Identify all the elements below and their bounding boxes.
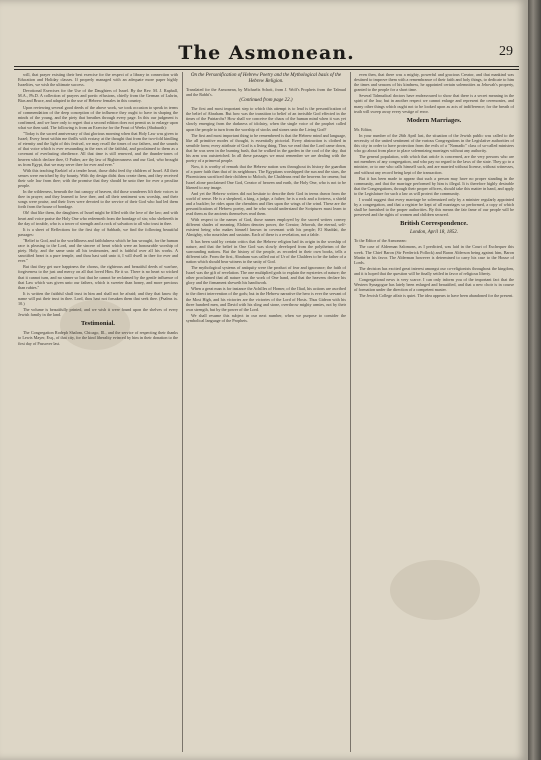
article-paragraph: With respect to the names of God, those names employed by the sacred writers convey different shades of meaning. Elohim denotes power, the Creator; Jehovah, the eternal, self-existent being who makes himself known in covenant with his people; El Shaddai, the Almighty, who nourishes and sustains. Each of these is a revelation, not a fable.: [186, 217, 346, 238]
article-paragraph: Oh! that like them, the daughters of Israel might be filled with the love of the law; and with heart and voice praise the Holy One who redeemeth from the bondage of sin; who sheltereth in the day of trouble, who is a tower of strength and a rock of salvation to all who trust in thee.: [18, 210, 178, 226]
header-rule: [14, 66, 519, 67]
article-paragraph: The mythological systems of antiquity were the product of fear and ignorance; the faith of Israel was the gift of revelation. The one multiplied gods to explain the mysteries of nature; the other proclaimed that all nature was the work of One hand, and that the heavens declare his glory and the firmament sheweth his handiwork.: [186, 265, 346, 286]
article-paragraph: The first and most important thing to be remembered is that the Hebrew mind and language, like all primitive modes of thought, is essentially pictorial. Every abstraction is clothed in sensible form; every attribute of God is a living thing. Thus we read that the Lord came down, that he was seen in the burning bush, that he walked in the garden in the cool of the day, that his arm was outstretched. In all these passages we must remember we are dealing with the poetry of a primeval people.: [186, 132, 346, 164]
article-paragraph: But that they get sure happiness the chorus, the righteous and beautiful deeds of warfare, forgiveness to the just and mercy on all that loved Him. Be it so. There is no heart so wicked that it cannot turn, and no sinner so lost that he cannot be reclaimed by the gentle influence of that Law which was given unto our fathers, which is sweeter than honey, and more precious than rubies.": [18, 264, 178, 290]
article-paragraph: But it has been made to appear that such a person may have no proper standing in the community, and that the marriage performed by him is illegal. It is therefore highly desirable that the Congregations, through their proper officers, should take this matter in hand, and apply to the Legislature for such a law as will protect the community.: [354, 175, 514, 196]
column-right: [354, 72, 514, 752]
article-paragraph: In the wilderness, beneath the fast canopy of heaven, did those wanderers lift their voices to thee in prayer; and they learned to love thee, and all their sentiment was worship, and their songs were praise, and their lives were devoted to the service of their God who had led them forth from the house of bondage.: [18, 189, 178, 210]
article-paragraph: Upon reviewing several good deeds of the above work, we took occasion to speak in terms of commendation of the deep conception of the influence they ought to have in shaping the minds of the young, and the piety that breathes through every page. In this our judgment is confirmed, and we have only to regret that a second edition does not permit us to enlarge upon what we then said. The following is from an Exercise for the Feast of Weeks (Shabuoth):: [18, 104, 178, 130]
article-paragraph: I would suggest that every marriage be solemnized only by a minister regularly appointed by a congregation, and that a register be kept of all marriages so performed, a copy of which shall be furnished to the proper authorities. By this means the fair fame of our people will be preserved and the rights of women and children secured.: [354, 196, 514, 218]
article-paragraph: When a great man is for instance the Achilles of Homer, of the Iliad, his actions are ascribed to the direct intervention of the gods; but in the Hebrew narrative the hero is ever the servant of the Most High, and his victories are the victories of the Lord of Hosts. Thus Gideon with his three hundred men, and David with his sling and stone, overthrow mighty armies, not by their own strength, but by the power of the Lord.: [186, 286, 346, 312]
intro-line: Translated for the Asmonean, by Michaelis Schott, from J. Wolf's Prophets from the Talmud and the Rabbi's.: [186, 87, 346, 98]
article-paragraph: Now, it is worthy of remark that the Hebrew nation was throughout its history the guardian of a purer faith than that of its neighbours. The Egyptians worshipped the sun and the stars, the Phoenicians sacrificed their children to Moloch, the Chaldeans read the heavens for omens; but Israel alone proclaimed One God, Creator of heaven and earth, the Holy One, who is not to be likened to any image.: [186, 164, 346, 190]
article-paragraph: The general population, with which that article is concerned, are the very persons who are not members of any congregation, and who pay no regard to the laws of the state. They go to a minister, or to one who calls himself such, and are married without license, without witnesses, and without any record being kept of the transaction.: [354, 154, 514, 175]
article-paragraph: In your number of the 26th April last, the situation of the Jewish public was called to the necessity of the united sentiment of the various Congregations in the Legislative authorities of this city in order to have protection from the evils of a "Nomadic" class of so-called ministers who go about from place to place solemnizing marriages without any authority.: [354, 132, 514, 154]
header-rule-thin: [14, 69, 519, 70]
article-paragraph: The case of Alderman Salomons, as I predicted, was laid in the Court of Exchequer this week. The Chief Baron (Sir Frederick Pollock) and Baron Alderson being against him, Baron Martin in his favor. The Alderman however is determined to carry his case to the House of Lords.: [354, 244, 514, 265]
column-middle: [186, 72, 346, 752]
article-paragraph: We shall resume this subject in our next number, when we purpose to consider the symbolical language of the Prophets.: [186, 312, 346, 323]
intro-line: To the Editor of the Asmonean:: [354, 238, 407, 244]
article-paragraph: Devotional Exercises for the Use of the Daughters of Israel. By the Rev. M. J. Raphall, M.A., Ph.D. A collection of prayers and poetic effusions, chiefly from the German of Luhrin, Bias and Bruce, and adapted to the use of Hebrew females in this country.: [18, 88, 178, 104]
article-paragraph: It is a sheet of Reflections for the first day of Sabbath, we find the following beautiful passages:: [18, 226, 178, 237]
article-paragraph: It is written the faithful shall trust in him and shall not be afraid; and they that know thy name will put their trust in thee. Lord, thou hast not forsaken them that seek thee. (Psalms ix. 10.): [18, 290, 178, 307]
book-gutter: [528, 0, 541, 760]
article-paragraph: "Relief to God, and to the worldliness and faithfulness which he has wrought, for the human race is pleasing to the Lord, and the sincere of heart which were an honourable worship of piety. Holy, and the same unto all his testimonies, and is faithful over all his works. A sanctified heart is a pure temple, and thou hast said unto it, I will dwell in thee for ever and ever.": [18, 237, 178, 264]
article-paragraph: Congregational news is very scarce. I can only inform you of the important fact that the Western Synagogue has lately been enlarged and beautified, and that a new choir is in course of formation under the direction of a competent master.: [354, 277, 514, 293]
article-paragraph: With this teaching Ezekiel of a tender heart, those didst feed thy children of Israel. All their senses were enriched by thy bounty. With thy design didst thou create them, and they received their sole law from thee; with the promise that they should be unto thee for ever a peculiar people.: [18, 167, 178, 188]
intro-line: Mr. Editor,: [354, 126, 373, 132]
section-heading: British Correspondence.: [400, 220, 468, 228]
article-paragraph: "Today is the sacred anniversary of that glorious morning when that Holy Law was given to Israel; Every heart within me thrills with ecstasy at the thought that from the two-fold kindling of eternity and the light of this festival, we may recall the times of our fathers, and the sounds of that voice which is ever resounding in the ears of the faithful, and proclaimed to them as a covenant of everlasting obedience. All that time is still renewed, and the thunder-tones of heaven which declare thee, O Father, are thy law of Righteousness and our God, who brought us from Egypt, that we may serve thee for ever and ever.": [18, 131, 178, 167]
column-separator: [350, 72, 351, 752]
article-paragraph: The first and most important step to which this attempt is to lead is the personification of the belief of Abraham. But how was the transition to belief of an invisible God effected in the times of the Patriarchs? How shall we conceive the chaos of the human mind when it was yet slowly emerging from the darkness of idolatry, when the single voice of the prophet called upon the people to turn from the worship of stocks and stones unto the Living God?: [186, 106, 346, 132]
page-number: 29: [499, 44, 513, 59]
section-heading: Testimonial.: [81, 320, 115, 328]
article-paragraph: The Jewish College affair is quiet. The idea appears to have been abandoned for the present.: [359, 293, 514, 299]
section-subheading: On the Personification of Hebrew Poetry and the Mythological basis of the Hebrew Religion.: [190, 73, 342, 84]
article-paragraph: The Congregation Rodeph Shalom, Chicago, Ill., and the service of respecting their thanks to Lewis Mayer, Esq., of that city, for the kind liberality evinced by him in their donation to the first day of Passover last.: [18, 330, 178, 346]
article-paragraph: The volume is beautifully printed, and we wish it were found upon the shelves of every Jewish family in the land.: [18, 307, 178, 318]
article-paragraph: The decision has excited great interest amongst our co-religionists throughout the kingdom, and it is hoped that the question will be finally settled in favor of religious liberty.: [354, 265, 514, 276]
section-subheading: London, April 18, 1852.: [410, 230, 458, 236]
page-title: The Asmonean.: [178, 42, 355, 64]
column-separator: [182, 72, 183, 752]
article-paragraph: And yet the Hebrew writers did not hesitate to describe their God in terms drawn from the world of sense. He is a shepherd, a king, a judge, a father; he is a rock and a fortress, a shield and a buckler; he rides upon the cherubim and flies upon the wings of the wind. These are the personifications of Hebrew poetry, and he who would understand the Scriptures must learn to read them as the ancients themselves read them.: [186, 190, 346, 217]
article-paragraph: even then, that there was a mighty, powerful and gracious Creator, and that mankind was destined to improve them with a remembrance of their faith and holy things, to dedicate to him the times and seasons of his kindness, he appointed certain solemnities as Jehovah's property, granted to the people for a short time.: [354, 72, 514, 93]
article-paragraph: It has been said by certain critics that the Hebrew religion had its origin in the worship of nature, and that the belief in One God was slowly developed from the polytheism of the surrounding nations. But the history of the people, as recorded in their own books, tells a different tale. From the first, Abraham was called out of Ur of the Chaldees to be the father of a nation which should bear witness to the unity of God.: [186, 238, 346, 264]
article-paragraph: will, that prayer existing their best exercise for the respect of a library in connection with Education and Holiday classes. If properly managed with an adequate more paper highly Israelites, we wish the ultimate success.: [18, 72, 178, 88]
article-paragraph: Several Talmudical doctors have endeavoured to show that there is a secret meaning in the spirit of the law, but in another respect we cannot enlarge and represent the ceremonies, and many other things which ought not to be looked upon as acts of indifference; for the breath of truth will sweep away every vestige of error.: [354, 93, 514, 114]
masthead: [14, 40, 519, 66]
section-heading: Modern Marriages.: [406, 116, 462, 124]
column-left: [18, 72, 178, 752]
section-subheading: (Continued from page 22.): [239, 98, 293, 104]
